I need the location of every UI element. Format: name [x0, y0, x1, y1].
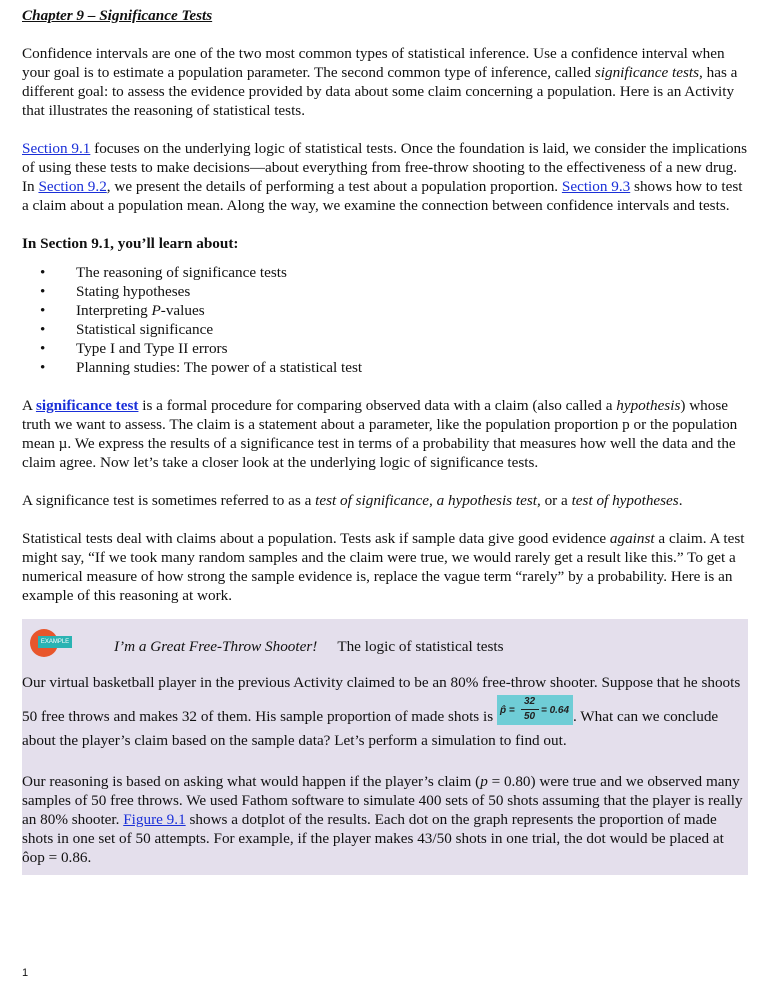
example-subtitle: The logic of statistical tests	[337, 637, 504, 655]
list-item: • Stating hypotheses	[76, 282, 748, 301]
link-significance-test[interactable]: significance test	[35, 397, 139, 414]
list-item: • Statistical significance	[76, 320, 748, 339]
link-section-9-1[interactable]: Section 9.1	[22, 140, 91, 157]
example-badge-icon: EXAMPLE	[30, 629, 76, 663]
chapter-title: Chapter 9 – Significance Tests	[22, 7, 213, 24]
list-item: • Type I and Type II errors	[76, 339, 748, 358]
example-title: I’m a Great Free-Throw Shooter!	[114, 637, 318, 655]
link-section-9-2[interactable]: Section 9.2	[38, 178, 107, 195]
example-paragraph-1: Our virtual basketball player in the previous Activity claimed to be an 80% free-throw shooter. Suppose that he shoots 50 free throws and makes 32 of them. His sample proportion of made shots is p̂ = 32 50 = 0.64 . What can we conclude about the player’s claim based on the sample data? Let’s perform a simulation to find out.	[22, 674, 741, 749]
document-page	[22, 6, 748, 875]
list-item: • The reasoning of significance tests	[76, 263, 748, 282]
claims-paragraph: Statistical tests deal with claims about a population. Tests ask if sample data give good evidence against a claim. A test might say, “If we took many random samples and the claim were true, we would rarely get a result like this.” To get a numerical measure of how strong the sample evidence is, replace the vague term “rarely” by a probability. Here is an example of this reasoning at work.	[22, 530, 745, 604]
example-box	[22, 619, 748, 875]
sample-proportion-formula: p̂ = 32 50 = 0.64	[497, 695, 573, 725]
list-item: • Interpreting P-values	[76, 301, 748, 320]
definition-paragraph: A significance test is a formal procedure for comparing observed data with a claim (also called a hypothesis) whose truth we want to assess. The claim is a statement about a parameter, like the population proportion p or the population mean µ. We express the results of a significance test in terms of a probability that measures how well the data and the claim agree. Now let’s take a closer look at the underlying logic of significance tests.	[22, 397, 738, 471]
list-item: • Planning studies: The power of a statistical test	[76, 358, 748, 377]
learn-list	[22, 263, 748, 377]
sections-paragraph: Section 9.1 focuses on the underlying logic of statistical tests. Once the foundation is laid, we consider the implications of using these tests to make decisions—about everything from free-throw shooting to the effectiveness of a new drug. In Section 9.2, we present the details of performing a test about a population proportion. Section 9.3 shows how to test a claim about a population mean. Along the way, we examine the connection between confidence intervals and tests.	[22, 140, 748, 214]
example-header	[22, 629, 748, 663]
example-paragraph-2: Our reasoning is based on asking what would happen if the player’s claim (p = 0.80) were true and we observed many samples of 50 free throws. We used Fathom software to simulate 400 sets of 50 shots assuming that the player is really an 80% shooter. Figure 9.1 shows a dotplot of the results. Each dot on the graph represents the proportion of made shots in one set of 50 attempts. For example, if the player makes 43/50 shots in one trial, the dot would be placed at ôop = 0.86.	[22, 773, 743, 866]
link-section-9-3[interactable]: Section 9.3	[561, 178, 631, 195]
intro-paragraph: Confidence intervals are one of the two most common types of statistical inference. Use a confidence interval when your goal is to estimate a population parameter. The second common type of inference, called significance tests, has a different goal: to assess the evidence provided by data about some claim concerning a population. Here is an Activity that illustrates the reasoning of statistical tests.	[22, 45, 738, 119]
page-number: 1	[22, 967, 29, 979]
aka-paragraph: A significance test is sometimes referred to as a test of significance, a hypothesis test, or a test of hypotheses.	[22, 492, 683, 509]
link-figure-9-1[interactable]: Figure 9.1	[123, 811, 186, 828]
learn-heading: In Section 9.1, you’ll learn about:	[22, 235, 239, 252]
